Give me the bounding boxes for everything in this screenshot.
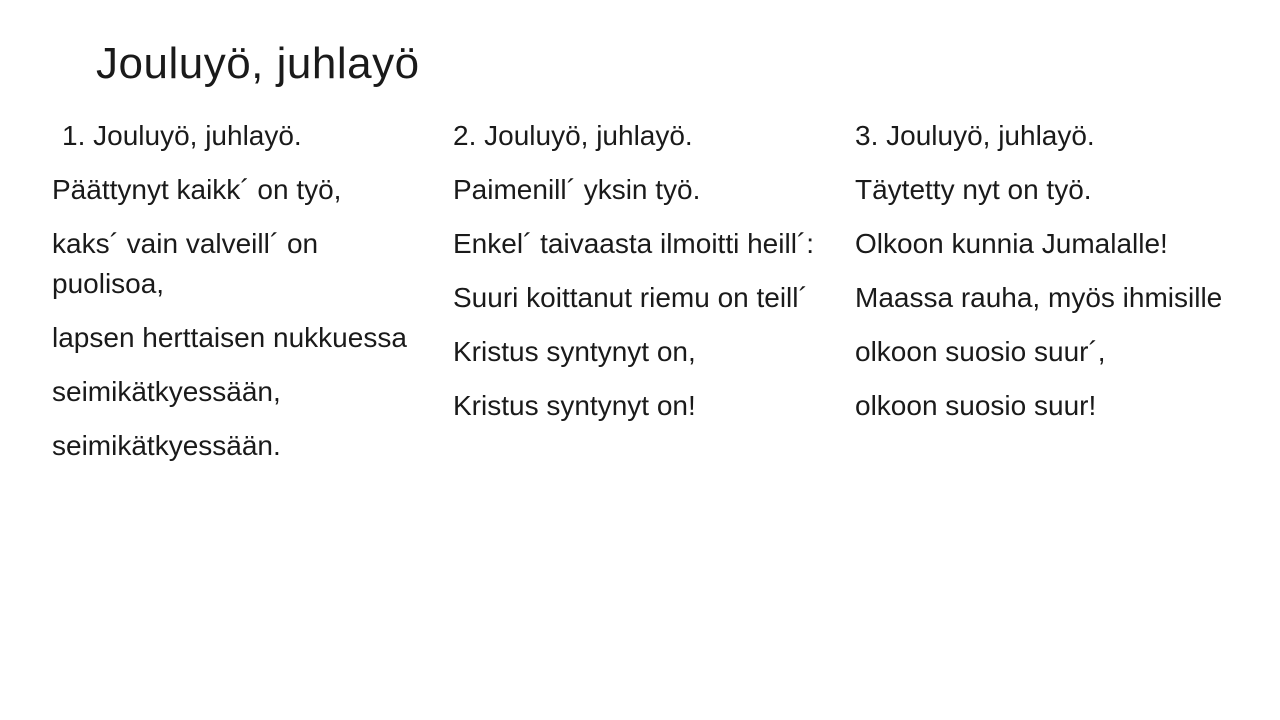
verse-1-line-6: seimikätkyessään. <box>52 430 281 461</box>
verse-2-line-5: Kristus syntynyt on, <box>453 336 696 367</box>
verse-3-line-1: 3. Jouluyö, juhlayö. <box>855 120 1095 151</box>
verse-2-line-3: Enkel´ taivaasta ilmoitti heill´: <box>453 228 815 259</box>
verse-1-column <box>52 116 430 480</box>
verse-2-line-4: Suuri koittanut riemu on teill´ <box>453 282 808 313</box>
verse-3-line-4: Maassa rauha, myös ihmisille <box>855 282 1223 313</box>
verse-1-line-2: Päättynyt kaikk´ on työ, <box>52 174 342 205</box>
verse-1-line-1: 1. Jouluyö, juhlayö. <box>62 120 302 151</box>
verse-2-line-6: Kristus syntynyt on! <box>453 390 696 421</box>
slide-title: Jouluyö, juhlayö <box>96 39 420 88</box>
verse-1-line-3: kaks´ vain valveill´ on puolisoa, <box>52 228 319 299</box>
verse-3-line-3: Olkoon kunnia Jumalalle! <box>855 228 1168 259</box>
verse-3-line-6: olkoon suosio suur! <box>855 390 1097 421</box>
verse-1-line-5: seimikätkyessään, <box>52 376 281 407</box>
verse-3-line-5: olkoon suosio suur´, <box>855 336 1106 367</box>
verse-1-line-4: lapsen herttaisen nukkuessa <box>52 322 407 353</box>
verse-2-column <box>453 116 831 440</box>
verse-3-line-2: Täytetty nyt on työ. <box>855 174 1092 205</box>
verse-2-line-1: 2. Jouluyö, juhlayö. <box>453 120 693 151</box>
verse-3-column <box>855 116 1233 440</box>
verse-2-line-2: Paimenill´ yksin työ. <box>453 174 701 205</box>
